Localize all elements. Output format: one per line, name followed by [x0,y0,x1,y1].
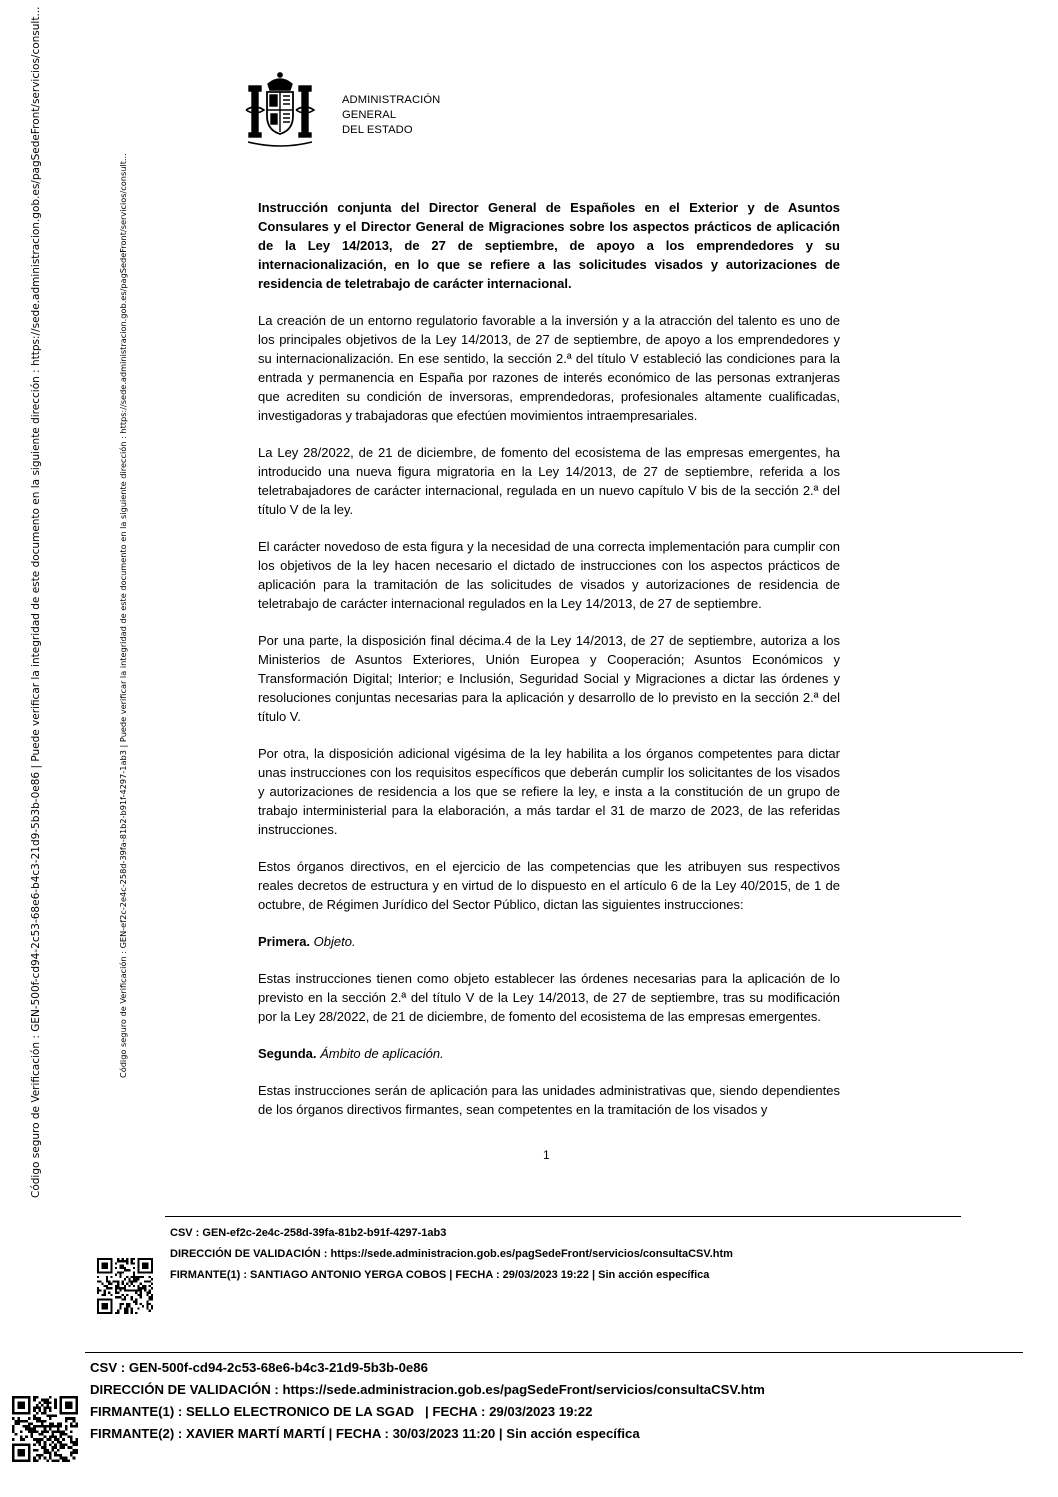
footer-inner-divider [165,1216,961,1217]
footer-outer-signer-2: FIRMANTE(2) : XAVIER MARTÍ MARTÍ | FECHA : 30/03/2023 11:20 | Sin acción específica [90,1426,640,1441]
coat-of-arms-logo [240,70,320,150]
footer-outer-divider [85,1352,1023,1353]
administration-header [342,93,440,138]
admin-line-2: GENERAL [342,109,397,121]
section-number: Segunda. [258,1046,317,1061]
footer-outer-csv: CSV : GEN-500f-cd94-2c53-68e6-b4c3-21d9-5b3b-0e86 [90,1360,428,1375]
footer-inner-validation-url[interactable]: DIRECCIÓN DE VALIDACIÓN : https://sede.administracion.gob.es/pagSedeFront/servicios/consultaCSV.htm [170,1248,733,1260]
footer-inner-signer-1: FIRMANTE(1) : SANTIAGO ANTONIO YERGA COBOS | FECHA : 29/03/2023 19:22 | Sin acción específica [170,1269,710,1281]
paragraph-3: El carácter novedoso de esta figura y la necesidad de una correcta implementación para cumplir con los objetivos de la ley hacen necesario el dictado de instrucciones con los aspectos prácticos de aplicación para la tramitación de las solicitudes de visados y autorizaciones de residencia de teletrabajo de carácter internacional regulados en la Ley 14/2013, de 27 de septiembre. [258,539,840,611]
admin-line-1: ADMINISTRACIÓN [342,94,441,106]
document-title: Instrucción conjunta del Director General de Españoles en el Exterior y de Asuntos Consulares y el Director General de Migraciones sobre los aspectos prácticos de aplicación de la Ley 14/2013, de 27 de septiembre, de apoyo a los emprendedores y su internacionalización, en lo que se refiere a las solicitudes visados y autorizaciones de residencia de teletrabajo de carácter internacional. [258,200,840,291]
paragraph-2: La Ley 28/2022, de 21 de diciembre, de fomento del ecosistema de las empresas emergentes, ha introducido una nueva figura migratoria en la Ley 14/2013, de 27 de septiembre, referida a los teletrabajadores de carácter internacional, regulada en un nuevo capítulo V bis de la sección 2.ª del título V de la ley. [258,445,840,517]
paragraph-8: Estas instrucciones serán de aplicación para las unidades administrativas que, siendo dependientes de los órganos directivos firmantes, sean competentes en la tramitación de los visados y [258,1083,840,1117]
paragraph-4: Por una parte, la disposición final décima.4 de la Ley 14/2013, de 27 de septiembre, autoriza a los Ministerios de Asuntos Exteriores, Unión Europea y Cooperación; Asuntos Económicos y Transformación Digital; Interior; e Inclusión, Seguridad Social y Migraciones a dictar las órdenes y resoluciones conjuntas necesarias para la aplicación y desarrollo de lo previsto en la sección 2.ª del título V. [258,633,840,724]
qr-code-icon [97,1258,153,1314]
paragraph-7: Estas instrucciones tienen como objeto establecer las órdenes necesarias para la aplicación de lo previsto en la sección 2.ª del título V de la Ley 14/2013, de 27 de septiembre, tras su modificación por la Ley 28/2022, de 21 de diciembre, de fomento del ecosistema de las empresas emergentes. [258,971,840,1024]
paragraph-6: Estos órganos directivos, en el ejercicio de las competencias que les atribuyen sus respectivos reales decretos de estructura y en virtud de lo dispuesto en el artículo 6 de la Ley 40/2015, de 1 de octubre, de Régimen Jurídico del Sector Público, dictan las siguientes instrucciones: [258,859,840,912]
section-heading-segunda [258,1044,840,1063]
section-number: Primera. [258,934,311,949]
qr-code-icon [12,1396,78,1462]
footer-outer-signer-1: FIRMANTE(1) : SELLO ELECTRONICO DE LA SGAD | FECHA : 29/03/2023 19:22 [90,1404,593,1419]
footer-outer-csv-block [90,1357,765,1445]
document-body [258,198,840,1137]
paragraph-5: Por otra, la disposición adicional vigésima de la ley habilita a los órganos competentes para dictar unas instrucciones con los requisitos específicos que deberán cumplir los solicitantes de los visados y autorizaciones de residencia a los que se refiere la ley, e insta a la constitución de un grupo de trabajo interministerial para la elaboración, a más tardar el 31 de marzo de 2023, de las referidas instrucciones. [258,746,840,837]
paragraph-1: La creación de un entorno regulatorio favorable a la inversión y a la atracción del talento es uno de los principales objetivos de la Ley 14/2013, de 27 de septiembre, de apoyo a los emprendedores y su internacionalización. En ese sentido, la sección 2.ª del título V estableció las condiciones para la entrada y permanencia en España por razones de interés económico de las personas extranjeras que acrediten su condición de inversoras, emprendedoras, profesionales altamente cualificadas, investigadoras y trabajadoras que efectúen movimientos intraempresariales. [258,313,840,423]
section-title: Objeto. [313,934,356,949]
section-heading-primera [258,932,840,951]
page-number: 1 [543,1148,550,1162]
footer-inner-csv-block [170,1223,733,1286]
side-verification-outer: Código seguro de Verificación : GEN-500f-cd94-2c53-68e6-b4c3-21d9-5b3b-0e86 | Puede verificar la integridad de este documento en la siguiente dirección : https://sede.administracion.gob.es/pagSedeFront/servicios/consult... [30,6,42,1198]
footer-inner-csv: CSV : GEN-ef2c-2e4c-258d-39fa-81b2-b91f-4297-1ab3 [170,1227,447,1239]
footer-outer-validation-url[interactable]: DIRECCIÓN DE VALIDACIÓN : https://sede.administracion.gob.es/pagSedeFront/servicios/consultaCSV.htm [90,1382,765,1397]
admin-line-3: DEL ESTADO [342,124,413,136]
side-verification-inner: Código seguro de Verificación : GEN-ef2c-2e4c-258d-39fa-81b2-b91f-4297-1ab3 | Puede verificar la integridad de este documento en la siguiente dirección : https://sede.administracion.gob.es/pagSedeFront/servicios/consult... [118,153,128,1078]
section-title: Ámbito de aplicación. [320,1046,444,1061]
